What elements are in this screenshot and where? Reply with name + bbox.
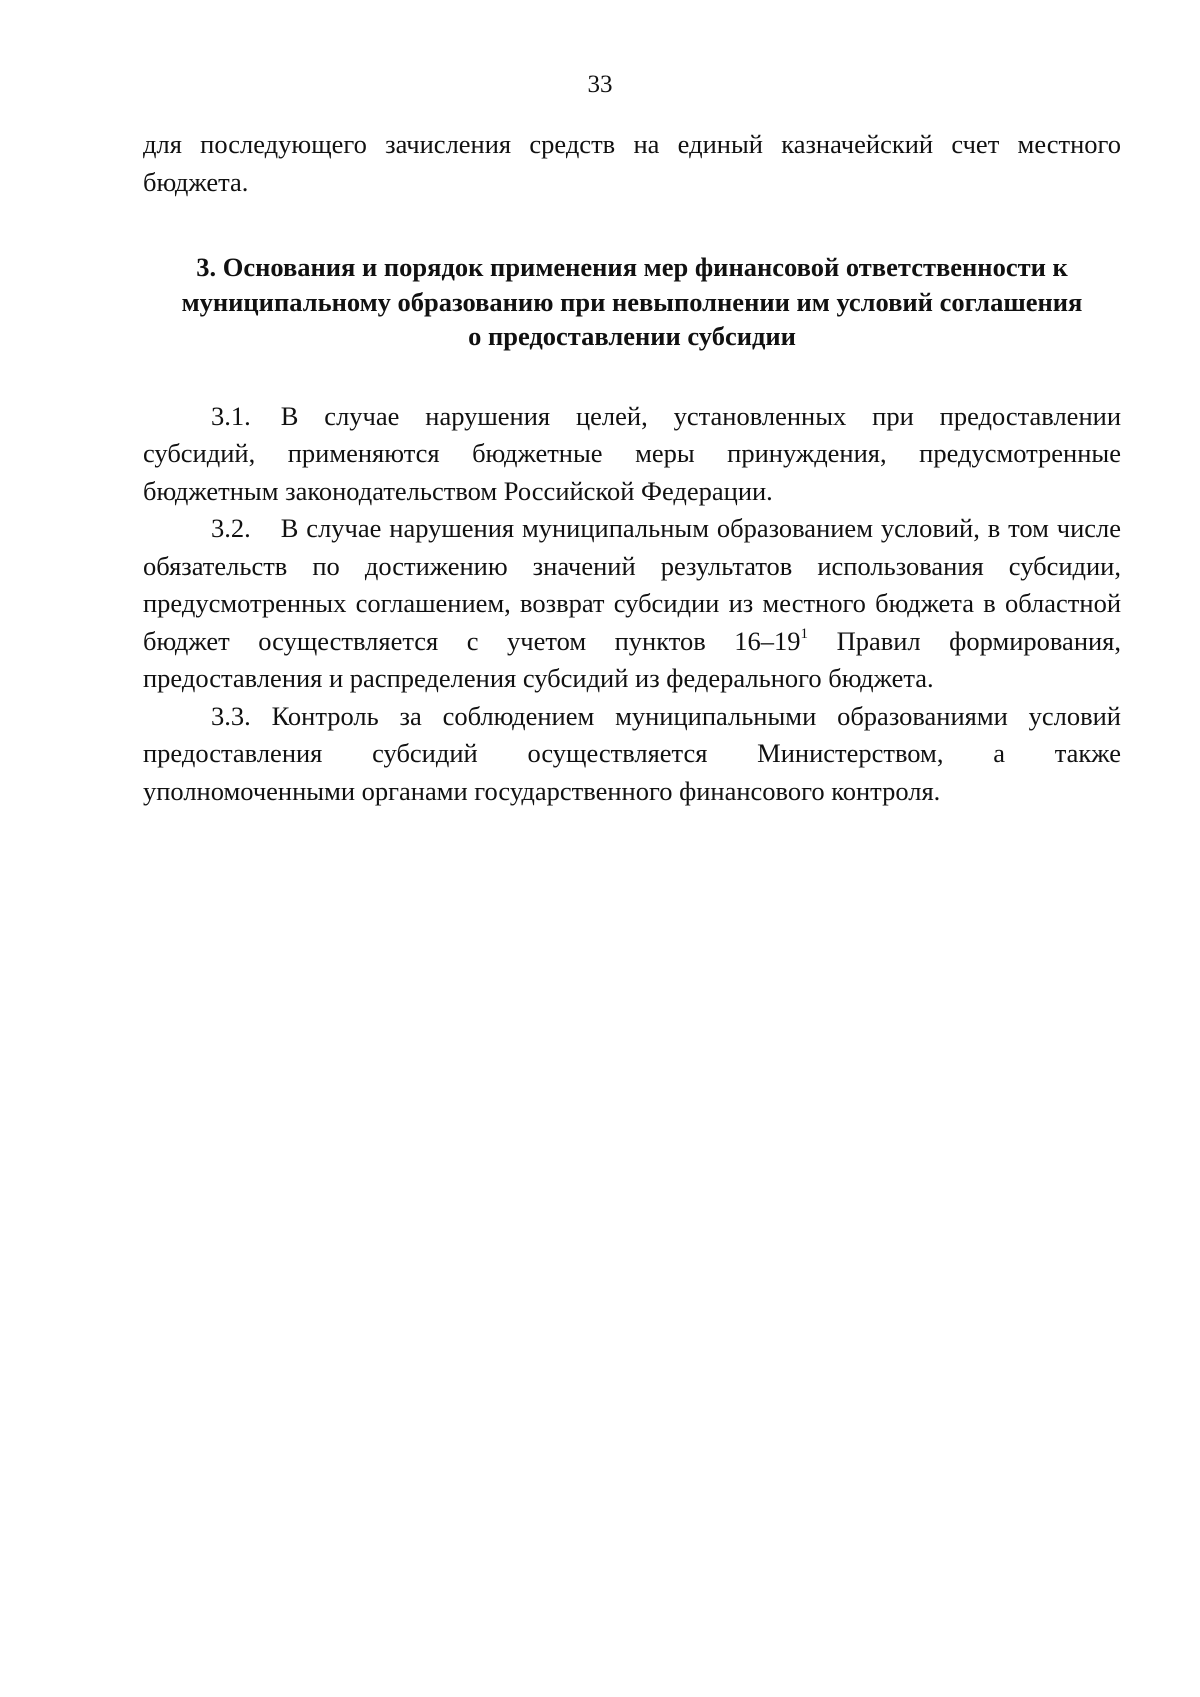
footnote-superscript: 1 bbox=[800, 625, 809, 642]
section-heading-line-3: о предоставлении субсидии bbox=[468, 321, 796, 351]
item-text: В случае нарушения муниципальным образованием условий, в том числе обязательств по достижению значений результатов использования субсидии, предусмотренных соглашением, возврат субсидии из местного бюджета в областной бюджет осуществляется с учетом пунктов 16–19 bbox=[143, 513, 1121, 656]
item-number: 3.2. bbox=[211, 513, 251, 543]
item-text: Контроль за соблюдением муниципальными образованиями условий предоставления субсидий осуществляется Министерством, а также уполномоченными органами государственного финансового контроля. bbox=[143, 700, 1121, 806]
intro-paragraph: для последующего зачисления средств на единый казначейский счет местного бюджета. bbox=[143, 129, 1121, 197]
paragraph-3-3 bbox=[143, 698, 1121, 811]
section-heading-line-1: 3. Основания и порядок применения мер финансовой ответственности к bbox=[196, 252, 1068, 282]
item-number: 3.1. bbox=[211, 400, 251, 431]
item-text: В случае нарушения целей, установленных при предоставлении субсидий, применяются бюджетные меры принуждения, предусмотренные бюджетным законодательством Российской Федерации. bbox=[143, 400, 1121, 506]
page-number: 33 bbox=[587, 71, 613, 98]
item-number: 3.3. bbox=[211, 700, 251, 731]
section-heading-line-2: муниципальному образованию при невыполнении им условий соглашения bbox=[181, 286, 1083, 317]
item-text-continued: Правил формирования, предоставления и распределения субсидий из федерального бюджета. bbox=[143, 625, 1121, 693]
paragraph-3-1 bbox=[143, 398, 1121, 511]
section-heading bbox=[143, 250, 1121, 354]
paragraph-3-2 bbox=[143, 510, 1121, 698]
page-content bbox=[143, 126, 1121, 810]
